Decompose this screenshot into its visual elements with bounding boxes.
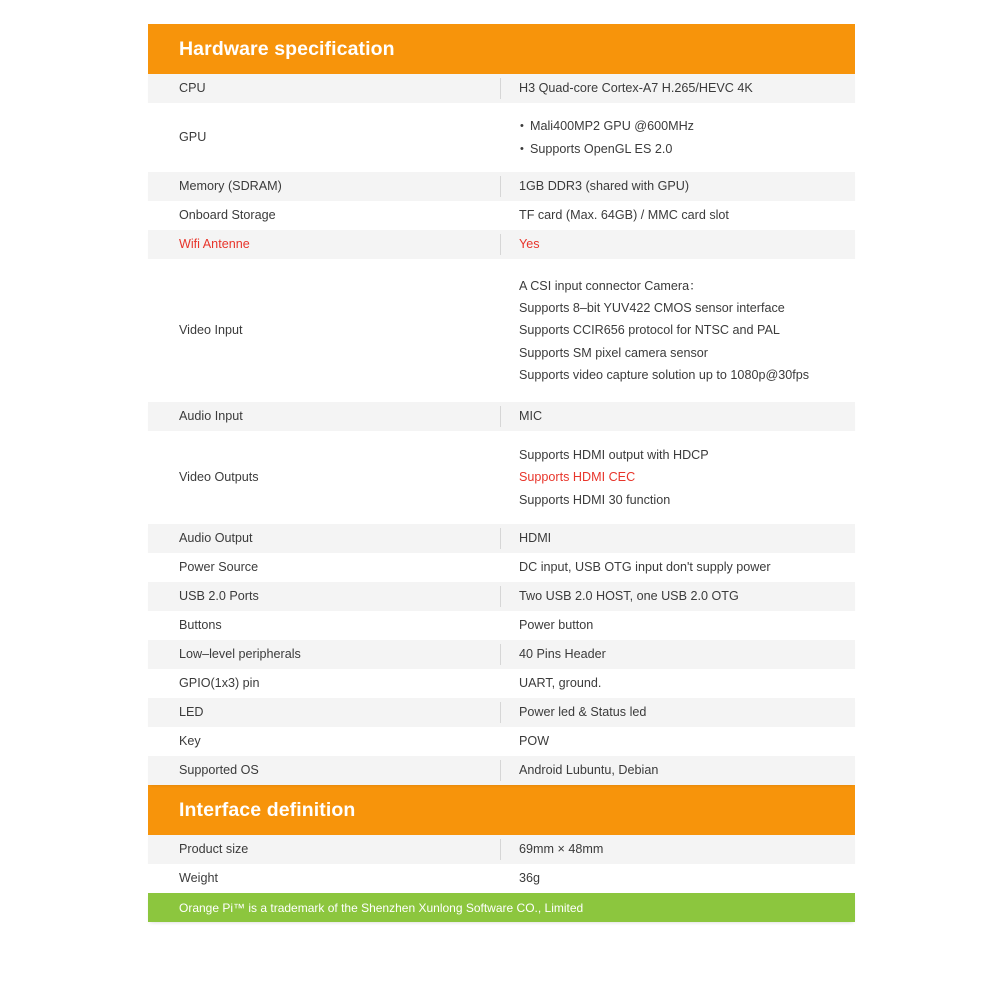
table-row	[148, 640, 855, 669]
row-value-line: UART, ground.	[519, 676, 602, 691]
row-value-line: • Mali400MP2 GPU @600MHz	[519, 115, 845, 137]
row-label: Weight	[179, 871, 218, 886]
specification-sheet	[148, 24, 855, 922]
table-row	[148, 259, 855, 402]
table-row	[148, 582, 855, 611]
row-value	[500, 582, 855, 611]
row-label: Video Input	[179, 323, 243, 338]
row-value	[500, 402, 855, 431]
row-value	[500, 835, 855, 864]
row-value	[500, 669, 855, 698]
table-row	[148, 402, 855, 431]
row-value-line: Supports HDMI CEC	[519, 470, 636, 485]
row-label: Key	[179, 734, 201, 749]
row-label: Wifi Antenne	[179, 237, 250, 252]
table-row	[148, 172, 855, 201]
row-value	[500, 74, 855, 103]
row-value	[500, 553, 855, 582]
row-value	[500, 524, 855, 553]
section-title: Interface definition	[179, 798, 356, 821]
row-value-line: Supports CCIR656 protocol for NTSC and PAL	[519, 323, 780, 338]
row-value-line: 1GB DDR3 (shared with GPU)	[519, 179, 690, 194]
row-label: Supported OS	[179, 763, 259, 778]
table-row	[148, 835, 855, 864]
row-label: Onboard Storage	[179, 208, 276, 223]
trademark-footer	[148, 893, 855, 922]
row-value	[500, 611, 855, 640]
table-row	[148, 201, 855, 230]
row-value-line: Power led & Status led	[519, 705, 647, 720]
row-value-line: 40 Pins Header	[519, 647, 606, 662]
table-row	[148, 74, 855, 103]
row-label: USB 2.0 Ports	[179, 589, 259, 604]
row-label: Video Outputs	[179, 470, 259, 485]
row-label: Power Source	[179, 560, 259, 575]
section-header	[148, 785, 855, 835]
trademark-text: Orange Pi™ is a trademark of the Shenzhen Xunlong Software CO., Limited	[179, 900, 584, 915]
table-row	[148, 756, 855, 785]
row-value-line: Two USB 2.0 HOST, one USB 2.0 OTG	[519, 589, 739, 604]
table-row	[148, 611, 855, 640]
row-value-line: Supports HDMI 30 function	[519, 492, 671, 507]
row-value	[500, 201, 855, 230]
row-value-line: Supports HDMI output with HDCP	[519, 448, 709, 463]
table-row	[148, 864, 855, 893]
table-row	[148, 553, 855, 582]
row-value-line: 69mm × 48mm	[519, 842, 604, 857]
row-value	[500, 727, 855, 756]
row-value-line: A CSI input connector Camera：	[519, 278, 702, 293]
row-value-line: Android Lubuntu, Debian	[519, 763, 659, 778]
row-value-line: Power button	[519, 618, 594, 633]
table-row	[148, 103, 855, 172]
table-row	[148, 669, 855, 698]
row-value-line: HDMI	[519, 531, 552, 546]
row-value	[500, 230, 855, 259]
table-row	[148, 727, 855, 756]
table-row	[148, 524, 855, 553]
row-value	[500, 103, 855, 172]
row-label: Product size	[179, 842, 249, 857]
row-value-line: DC input, USB OTG input don't supply power	[519, 560, 771, 575]
row-value	[500, 864, 855, 893]
row-value-line: Supports 8–bit YUV422 CMOS sensor interface	[519, 301, 785, 316]
row-value	[500, 259, 855, 402]
row-label: LED	[179, 705, 204, 720]
table-row	[148, 698, 855, 727]
row-label: CPU	[179, 81, 206, 96]
section-header	[148, 24, 855, 74]
row-value-line: MIC	[519, 409, 543, 424]
row-value-line: Supports SM pixel camera sensor	[519, 345, 708, 360]
row-label: Audio Input	[179, 409, 243, 424]
row-label: Memory (SDRAM)	[179, 179, 282, 194]
row-label: GPIO(1x3) pin	[179, 676, 260, 691]
row-value	[500, 431, 855, 524]
table-row	[148, 230, 855, 259]
row-value-line: Yes	[519, 237, 540, 252]
table-row	[148, 431, 855, 524]
row-value-line: TF card (Max. 64GB) / MMC card slot	[519, 208, 729, 223]
row-label: GPU	[179, 130, 207, 145]
row-label: Low–level peripherals	[179, 647, 301, 662]
row-label: Audio Output	[179, 531, 253, 546]
row-value-line: 36g	[519, 871, 541, 886]
section-title: Hardware specification	[179, 37, 395, 60]
row-label: Buttons	[179, 618, 222, 633]
row-value-line: • Supports OpenGL ES 2.0	[519, 138, 845, 160]
row-value	[500, 756, 855, 785]
row-value-line: POW	[519, 734, 550, 749]
row-value	[500, 640, 855, 669]
row-value-line: Supports video capture solution up to 1080p@30fps	[519, 367, 810, 382]
row-value-line: H3 Quad-core Cortex-A7 H.265/HEVC 4K	[519, 81, 753, 96]
row-value	[500, 698, 855, 727]
row-value	[500, 172, 855, 201]
